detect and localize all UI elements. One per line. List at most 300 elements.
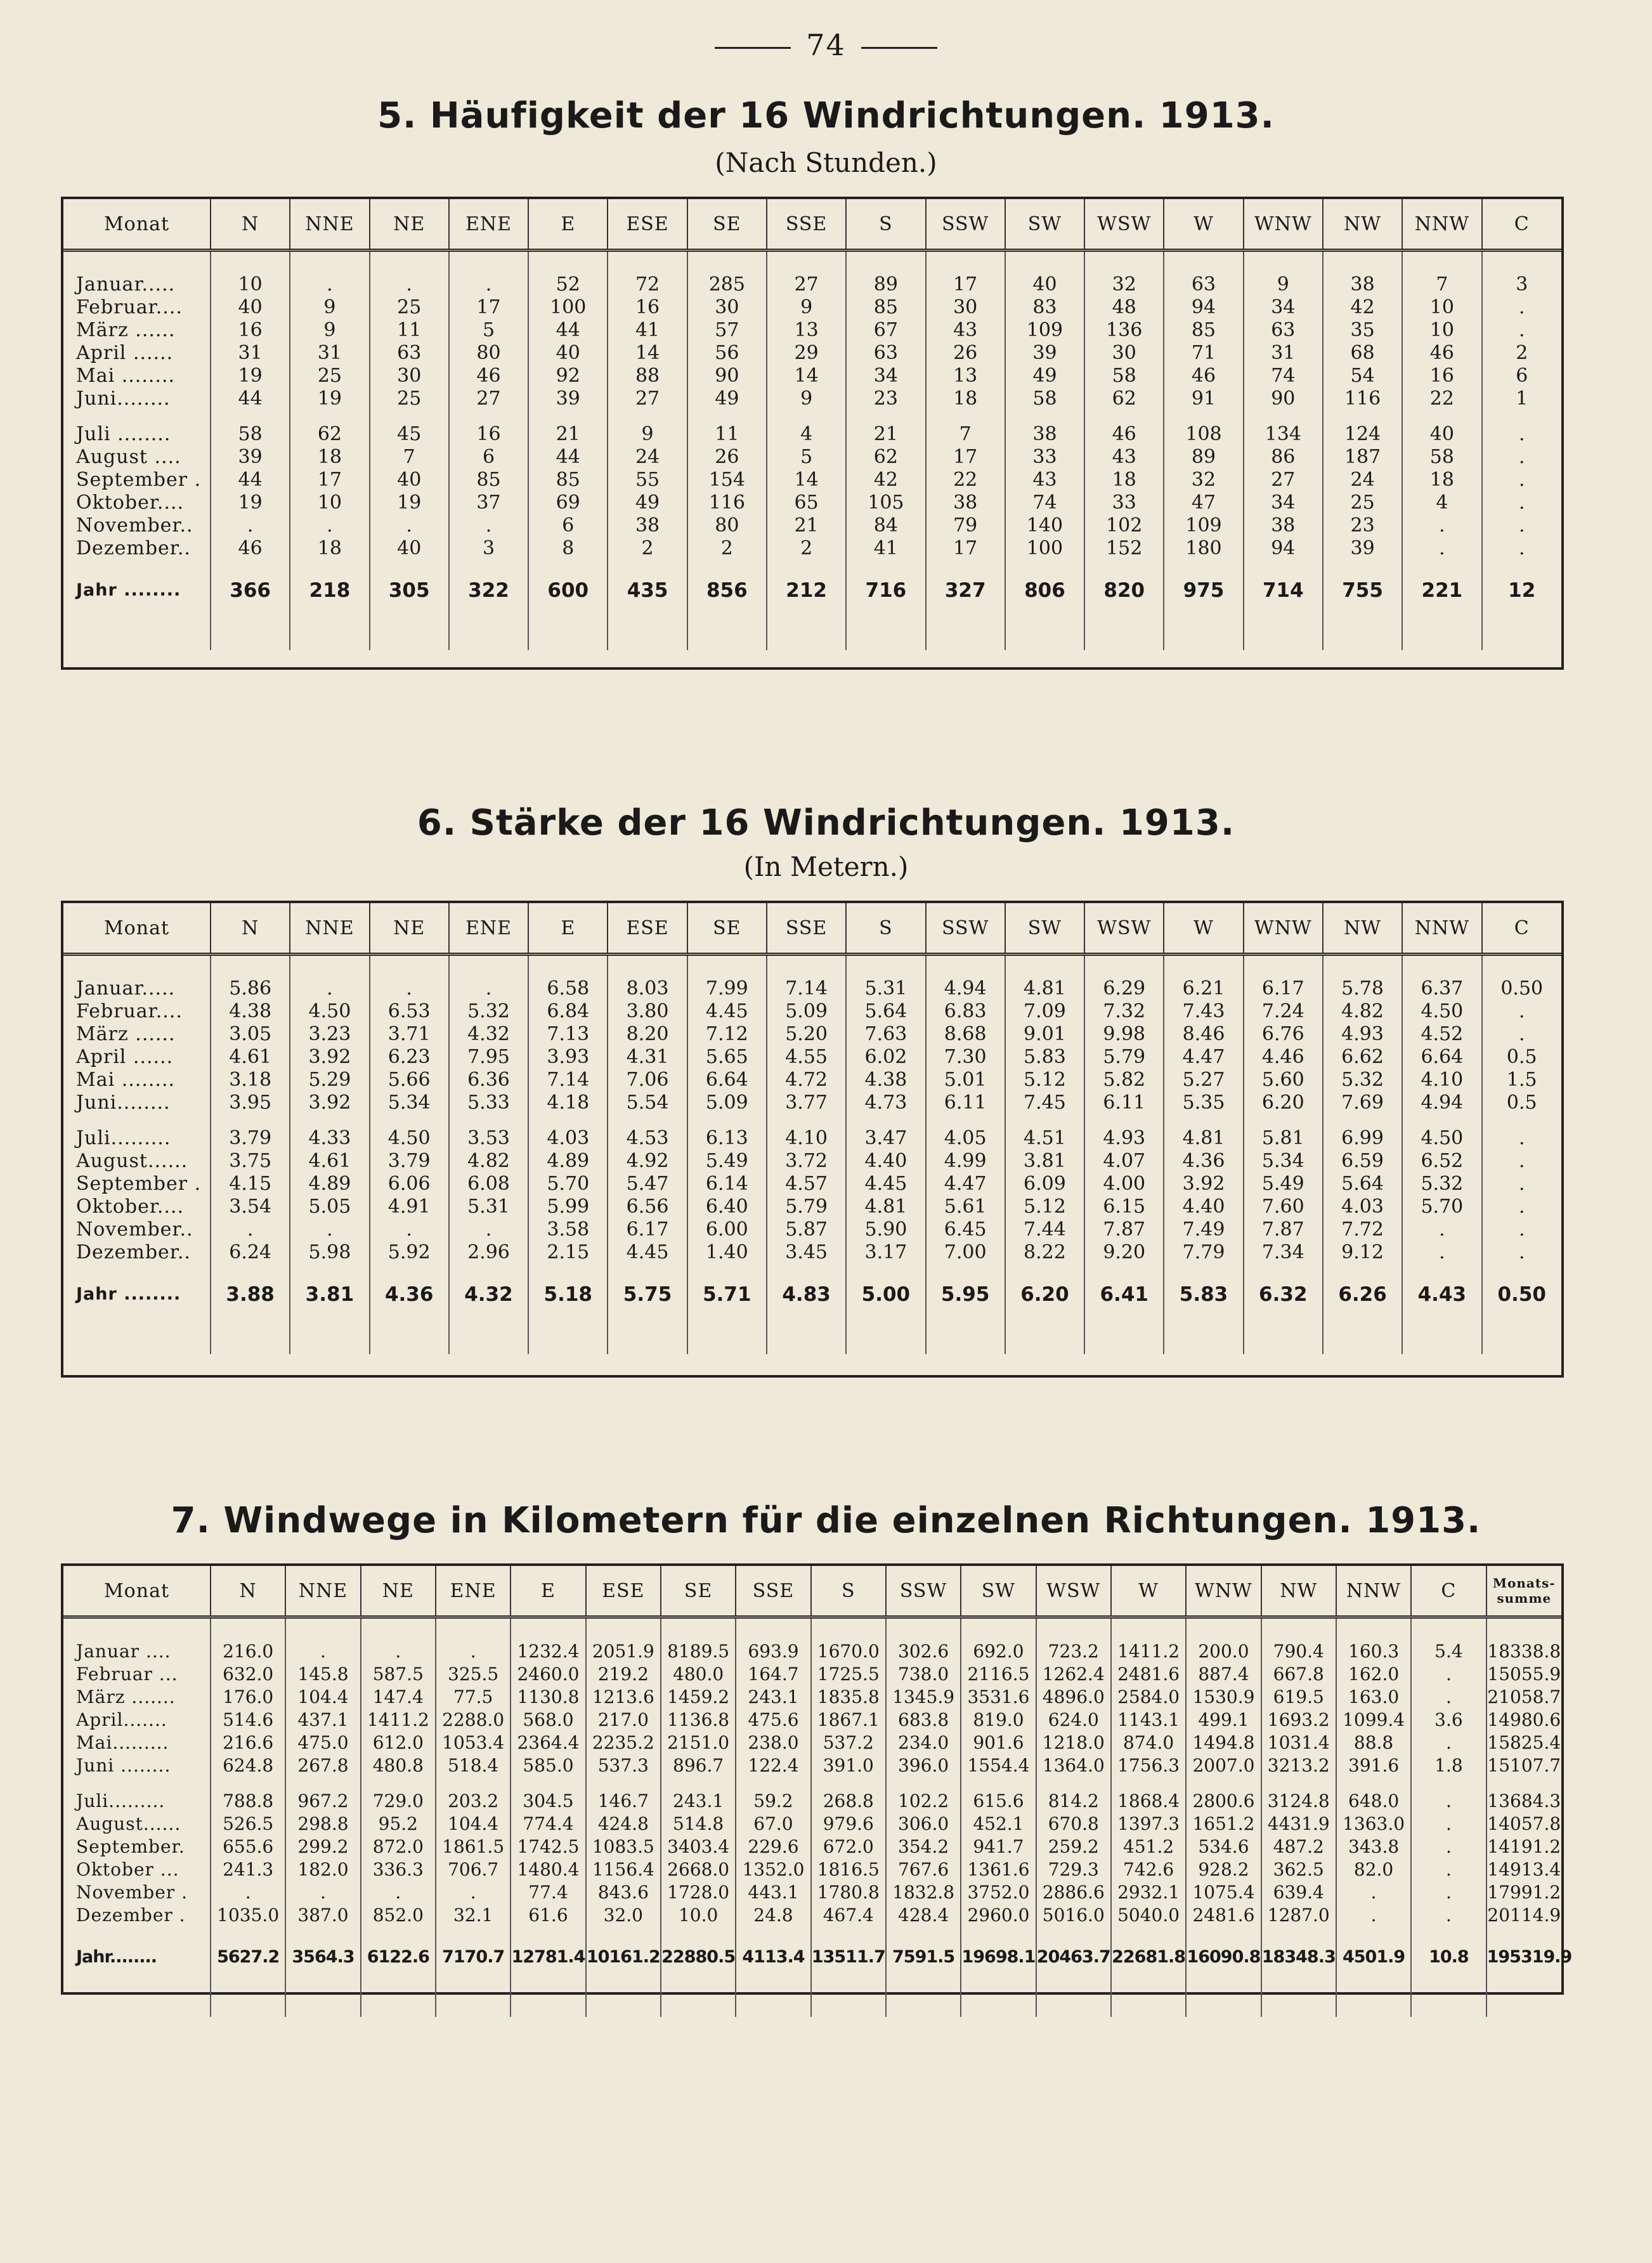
table-cell: 6.58 (528, 977, 608, 1000)
table-cell: . (1482, 1000, 1562, 1023)
table-cell: 58 (1084, 365, 1164, 388)
table-cell: 4.40 (1164, 1196, 1243, 1218)
table-cell: 1.40 (687, 1241, 767, 1264)
table-cell: 3.71 (370, 1023, 449, 1046)
table-cell: 16 (608, 296, 687, 319)
month-label: Februar.... (76, 296, 183, 318)
table-cell: 4.99 (926, 1150, 1005, 1173)
table-cell: 89 (846, 273, 925, 296)
table-cell: 3.77 (767, 1092, 846, 1114)
total-cell: 221 (1402, 573, 1481, 608)
table-cell: 145.8 (285, 1663, 360, 1686)
table-cell: 104.4 (285, 1686, 360, 1709)
column-header: NNW (1402, 199, 1481, 251)
table-cell: 5.79 (767, 1196, 846, 1218)
month-label: Januar .... (76, 1641, 171, 1662)
table-cell: . (211, 514, 290, 537)
table-cell: 3213.2 (1261, 1754, 1336, 1777)
table-cell: 6.76 (1244, 1023, 1323, 1046)
table-cell: 5.4 (1411, 1640, 1486, 1663)
total-label: Jahr ........ (76, 580, 181, 600)
table-cell: 1832.8 (886, 1881, 961, 1904)
table-cell: 1651.2 (1186, 1813, 1261, 1836)
table-cell: 6.84 (528, 1000, 608, 1023)
table-cell: 7.14 (767, 977, 846, 1000)
table-cell: 5.86 (211, 977, 290, 1000)
total-cell: 305 (370, 573, 449, 608)
table-5-subtitle: (Nach Stunden.) (715, 147, 937, 178)
table-row (63, 388, 1561, 410)
table-cell: 3.47 (846, 1127, 925, 1150)
table-cell: 667.8 (1261, 1663, 1336, 1686)
table-cell: 13684.3 (1487, 1790, 1561, 1811)
table-cell: 22 (926, 469, 1005, 492)
table-cell: 234.0 (886, 1731, 961, 1754)
table-cell: 43 (926, 319, 1005, 342)
total-cell: 10161.2 (586, 1940, 661, 1975)
column-header: NNW (1336, 1566, 1411, 1617)
table-cell: 47 (1164, 492, 1243, 514)
table-cell: 7.87 (1084, 1218, 1164, 1241)
table-cell: 39 (528, 388, 608, 410)
table-cell: 6.29 (1084, 977, 1164, 1000)
column-header: WNW (1244, 199, 1323, 251)
table-cell: 38 (608, 514, 687, 537)
table-cell: 219.2 (586, 1663, 661, 1686)
data-table (63, 903, 1561, 1354)
table-cell: 480.8 (361, 1754, 436, 1777)
table-cell: 4.72 (767, 1069, 846, 1092)
table-cell: 4.57 (767, 1173, 846, 1196)
table-cell: 5.12 (1005, 1196, 1084, 1218)
month-label: Dezember.. (76, 1241, 191, 1263)
table-cell: 89 (1164, 446, 1243, 469)
table-cell: 146.7 (586, 1790, 661, 1813)
total-cell: 5.83 (1164, 1277, 1243, 1312)
table-cell: . (1411, 1858, 1486, 1881)
table-cell: 49 (687, 388, 767, 410)
table-cell: 63 (1164, 273, 1243, 296)
table-cell: 3.75 (211, 1150, 290, 1173)
table-cell: 1742.5 (511, 1836, 585, 1858)
table-cell: 6.64 (1402, 1046, 1481, 1069)
column-header: E (528, 903, 608, 955)
table-cell: 19 (211, 492, 290, 514)
table-cell: 814.2 (1036, 1790, 1111, 1813)
table-cell: 3.23 (290, 1023, 369, 1046)
table-cell: 6.20 (1244, 1092, 1323, 1114)
table-cell: 6.56 (608, 1196, 687, 1218)
table-cell: 4.00 (1084, 1173, 1164, 1196)
month-label: September . (76, 469, 202, 491)
table-cell: 46 (1084, 423, 1164, 446)
table-cell: 4.38 (846, 1069, 925, 1092)
table-cell: 6.08 (449, 1173, 528, 1196)
month-label: Oktober ... (76, 1859, 179, 1880)
column-header: SSW (926, 903, 1005, 955)
column-header: N (211, 903, 290, 955)
table-cell: 1345.9 (886, 1686, 961, 1709)
table-cell: 514.8 (661, 1813, 736, 1836)
table-cell: 19 (370, 492, 449, 514)
table-cell: 68 (1323, 342, 1402, 365)
table-cell: 21 (767, 514, 846, 537)
column-header: N (211, 1566, 285, 1617)
table-cell: 4.38 (211, 1000, 290, 1023)
table-cell: . (1336, 1881, 1411, 1904)
table-cell: 1411.2 (361, 1709, 436, 1731)
table-cell: 2481.6 (1186, 1904, 1261, 1927)
table-cell: 86 (1244, 446, 1323, 469)
total-cell: 820 (1084, 573, 1164, 608)
table-cell: 5.33 (449, 1092, 528, 1114)
table-cell: 774.4 (511, 1813, 585, 1836)
table-cell: 2481.6 (1111, 1663, 1186, 1686)
table-cell: 7.13 (528, 1023, 608, 1046)
table-cell: 85 (449, 469, 528, 492)
table-cell: 8.03 (608, 977, 687, 1000)
table-cell: . (370, 514, 449, 537)
table-cell: 615.6 (961, 1790, 1036, 1813)
column-header: ENE (436, 1566, 511, 1617)
table-cell: 4.45 (687, 1000, 767, 1023)
table-cell: 285 (687, 273, 767, 296)
column-header: SW (961, 1566, 1036, 1617)
table-cell: 8189.5 (661, 1640, 736, 1663)
table-cell: 3.45 (767, 1241, 846, 1264)
table-cell: 6.36 (449, 1069, 528, 1092)
table-cell: 6.09 (1005, 1173, 1084, 1196)
table-cell: 1218.0 (1036, 1731, 1111, 1754)
table-cell: 39 (211, 446, 290, 469)
data-table (63, 1566, 1572, 2017)
table-cell: . (1482, 1127, 1562, 1150)
total-cell: 806 (1005, 573, 1084, 608)
table-cell: . (1402, 537, 1481, 560)
data-table (63, 199, 1561, 650)
table-cell: 874.0 (1111, 1731, 1186, 1754)
table-cell: 7.72 (1323, 1218, 1402, 1241)
table-cell: . (1482, 1150, 1562, 1173)
table-cell: 475.0 (285, 1731, 360, 1754)
table-row (63, 1731, 1561, 1754)
table-cell: 587.5 (361, 1663, 436, 1686)
table-cell: 164.7 (736, 1663, 810, 1686)
table-cell: 187 (1323, 446, 1402, 469)
table-cell: 1363.0 (1336, 1813, 1411, 1836)
table-cell: 58 (1005, 388, 1084, 410)
table-cell: 241.3 (211, 1858, 285, 1881)
table-cell: 160.3 (1336, 1640, 1411, 1663)
column-header: N (211, 199, 290, 251)
table-cell: . (449, 514, 528, 537)
table-cell: 44 (528, 446, 608, 469)
table-cell: 104.4 (436, 1813, 511, 1836)
table-cell: 79 (926, 514, 1005, 537)
month-label: April ...... (76, 1046, 174, 1068)
table-cell: 2 (767, 537, 846, 560)
table-cell: 4.10 (1402, 1069, 1481, 1092)
table-cell: . (1411, 1836, 1486, 1858)
column-header: SSE (736, 1566, 810, 1617)
table-cell: 391.0 (811, 1754, 886, 1777)
total-cell: 6.26 (1323, 1277, 1402, 1312)
column-header: ENE (449, 903, 528, 955)
table-row (63, 423, 1561, 446)
total-cell: 10.8 (1411, 1940, 1486, 1975)
table-cell: 9.01 (1005, 1023, 1084, 1046)
table-cell: 69 (528, 492, 608, 514)
table-cell: 3124.8 (1261, 1790, 1336, 1813)
table-cell: . (1482, 492, 1562, 514)
table-cell: 5.70 (1402, 1196, 1481, 1218)
frequency-table (61, 197, 1564, 670)
month-label: Oktober.... (76, 492, 185, 514)
column-header: SSE (767, 903, 846, 955)
table-cell: . (370, 273, 449, 296)
table-cell: . (211, 1218, 290, 1241)
table-cell: 18 (1084, 469, 1164, 492)
total-cell: 4.32 (449, 1277, 528, 1312)
table-cell: 63 (846, 342, 925, 365)
table-cell: 116 (1323, 388, 1402, 410)
table-cell: 467.4 (811, 1904, 886, 1927)
table-cell: 9 (290, 319, 369, 342)
table-cell: 7.99 (687, 977, 767, 1000)
column-header: ESE (608, 903, 687, 955)
total-cell: 18348.3 (1261, 1940, 1336, 1975)
table-6-subtitle: (In Metern.) (743, 851, 909, 882)
column-header: W (1164, 199, 1243, 251)
table-cell: 124 (1323, 423, 1402, 446)
table-cell: 6.00 (687, 1218, 767, 1241)
table-cell: 18 (290, 446, 369, 469)
total-row (63, 573, 1561, 608)
table-cell: 2 (1482, 342, 1562, 365)
total-cell: 5.95 (926, 1277, 1005, 1312)
month-label: März ....... (76, 1686, 176, 1707)
table-cell: 62 (846, 446, 925, 469)
month-label: März ...... (76, 319, 176, 341)
table-cell: 1156.4 (586, 1858, 661, 1881)
total-cell: 3.88 (211, 1277, 290, 1312)
column-header: Monat (63, 1566, 211, 1617)
table-cell: 4.93 (1084, 1127, 1164, 1150)
table-cell: 25 (290, 365, 369, 388)
month-label: Januar..... (76, 273, 176, 296)
table-cell: 217.0 (586, 1709, 661, 1731)
table-cell: 33 (1005, 446, 1084, 469)
column-header: NW (1261, 1566, 1336, 1617)
table-cell: 8.68 (926, 1023, 1005, 1046)
total-cell: 218 (290, 573, 369, 608)
table-cell: 7.24 (1244, 1000, 1323, 1023)
table-cell: 29 (767, 342, 846, 365)
table-cell: 6.17 (1244, 977, 1323, 1000)
column-header: C (1411, 1566, 1486, 1617)
table-cell: 2151.0 (661, 1731, 736, 1754)
table-cell: 3.80 (608, 1000, 687, 1023)
table-cell: 4.07 (1084, 1150, 1164, 1173)
table-cell: 5016.0 (1036, 1904, 1111, 1927)
table-cell: 7 (370, 446, 449, 469)
table-cell: 30 (1084, 342, 1164, 365)
table-cell: 4.45 (608, 1241, 687, 1264)
page-number-text: 74 (806, 28, 846, 62)
table-cell: 34 (1244, 492, 1323, 514)
table-cell: 443.1 (736, 1881, 810, 1904)
table-cell: 15055.9 (1487, 1664, 1561, 1685)
table-cell: 480.0 (661, 1663, 736, 1686)
table-cell: 3531.6 (961, 1686, 1036, 1709)
table-cell: 514.6 (211, 1709, 285, 1731)
table-cell: 4 (1402, 492, 1481, 514)
column-header: NNE (290, 199, 369, 251)
table-cell: 40 (370, 537, 449, 560)
table-cell: 619.5 (1261, 1686, 1336, 1709)
table-cell: 9.98 (1084, 1023, 1164, 1046)
table-cell: 5040.0 (1111, 1904, 1186, 1927)
table-cell: 7 (1402, 273, 1481, 296)
table-cell: 3.93 (528, 1046, 608, 1069)
table-cell: 706.7 (436, 1858, 511, 1881)
table-cell: 154 (687, 469, 767, 492)
table-cell: 5.66 (370, 1069, 449, 1092)
table-cell: 4.51 (1005, 1127, 1084, 1150)
table-row (63, 296, 1561, 319)
total-cell: 7591.5 (886, 1940, 961, 1975)
table-cell: 49 (1005, 365, 1084, 388)
table-cell: 5.49 (687, 1150, 767, 1173)
table-cell: 44 (211, 388, 290, 410)
table-cell: 9.12 (1323, 1241, 1402, 1264)
table-cell: 5.60 (1244, 1069, 1323, 1092)
table-cell: 4.36 (1164, 1150, 1243, 1173)
table-cell: . (361, 1881, 436, 1904)
table-cell: 4.50 (1402, 1127, 1481, 1150)
table-cell: 5.99 (528, 1196, 608, 1218)
table-cell: 3.6 (1411, 1709, 1486, 1731)
total-cell: 4.43 (1402, 1277, 1481, 1312)
month-label: Mai ........ (76, 1069, 176, 1091)
table-cell: 7 (926, 423, 1005, 446)
table-cell: 1232.4 (511, 1640, 585, 1663)
table-cell: 72 (608, 273, 687, 296)
column-header: NNE (285, 1566, 360, 1617)
table-row (63, 537, 1561, 560)
table-cell: 67.0 (736, 1813, 810, 1836)
table-cell: 102 (1084, 514, 1164, 537)
table-cell: 6.02 (846, 1046, 925, 1069)
table-cell: 13 (767, 319, 846, 342)
table-cell: 74 (1005, 492, 1084, 514)
month-label: August...... (76, 1150, 188, 1172)
table-cell: . (1402, 514, 1481, 537)
table-cell: 5.70 (528, 1173, 608, 1196)
table-cell: 568.0 (511, 1709, 585, 1731)
table-cell: 4.47 (1164, 1046, 1243, 1069)
table-cell: 1136.8 (661, 1709, 736, 1731)
table-row (63, 1663, 1561, 1686)
table-cell: 4.46 (1244, 1046, 1323, 1069)
month-label: August...... (76, 1813, 181, 1834)
table-cell: 648.0 (1336, 1790, 1411, 1813)
column-header: ESE (608, 199, 687, 251)
table-cell: 6.83 (926, 1000, 1005, 1023)
table-cell: . (211, 1881, 285, 1904)
column-header: ENE (449, 199, 528, 251)
table-cell: 41 (846, 537, 925, 560)
table-7-title: 7. Windwege in Kilometern für die einzelnen Richtungen. 1913. (171, 1500, 1481, 1541)
table-cell: 4.33 (290, 1127, 369, 1150)
table-cell: 71 (1164, 342, 1243, 365)
table-cell: 2960.0 (961, 1904, 1036, 1927)
table-cell: 452.1 (961, 1813, 1036, 1836)
table-cell: 243.1 (736, 1686, 810, 1709)
total-cell: 6122.6 (361, 1940, 436, 1975)
table-cell: 624.8 (211, 1754, 285, 1777)
table-cell: 7.12 (687, 1023, 767, 1046)
table-cell: 58 (211, 423, 290, 446)
column-header: SE (687, 903, 767, 955)
table-cell: . (1482, 1218, 1562, 1241)
table-cell: 6.64 (687, 1069, 767, 1092)
table-cell: 2 (608, 537, 687, 560)
table-cell: 46 (1164, 365, 1243, 388)
month-label: Dezember . (76, 1905, 186, 1926)
table-cell: 17 (926, 273, 1005, 296)
table-cell: 24 (1323, 469, 1402, 492)
table-cell: 80 (449, 342, 528, 365)
table-cell: 14 (608, 342, 687, 365)
month-label: Juni........ (76, 388, 171, 410)
table-cell: 4.50 (370, 1127, 449, 1150)
column-header: NW (1323, 199, 1402, 251)
table-cell: 122.4 (736, 1754, 810, 1777)
table-cell: 43 (1084, 446, 1164, 469)
table-cell: 4.47 (926, 1173, 1005, 1196)
table-cell: 396.0 (886, 1754, 961, 1777)
table-row (63, 446, 1561, 469)
table-cell: 1728.0 (661, 1881, 736, 1904)
table-cell: 7.44 (1005, 1218, 1084, 1241)
table-row (63, 1836, 1561, 1858)
table-cell: 55 (608, 469, 687, 492)
table-cell: 4.89 (528, 1150, 608, 1173)
table-cell: 85 (1164, 319, 1243, 342)
month-label: April....... (76, 1709, 167, 1730)
table-cell: 4.45 (846, 1173, 925, 1196)
table-cell: 1780.8 (811, 1881, 886, 1904)
table-cell: . (1411, 1686, 1486, 1709)
month-label: Juni........ (76, 1092, 171, 1114)
table-cell: 7.87 (1244, 1218, 1323, 1241)
table-cell: 5.64 (846, 1000, 925, 1023)
table-cell: 3.81 (1005, 1150, 1084, 1173)
table-cell: 5.20 (767, 1023, 846, 1046)
table-cell: 4.61 (290, 1150, 369, 1173)
table-cell: 499.1 (1186, 1709, 1261, 1731)
table-row (63, 1640, 1561, 1663)
table-cell: 25 (370, 296, 449, 319)
table-cell: 18 (290, 537, 369, 560)
column-header: W (1164, 903, 1243, 955)
table-cell: 0.5 (1482, 1092, 1562, 1114)
table-cell: 27 (767, 273, 846, 296)
table-cell: 46 (449, 365, 528, 388)
table-cell: 14 (767, 469, 846, 492)
table-cell: 30 (370, 365, 449, 388)
